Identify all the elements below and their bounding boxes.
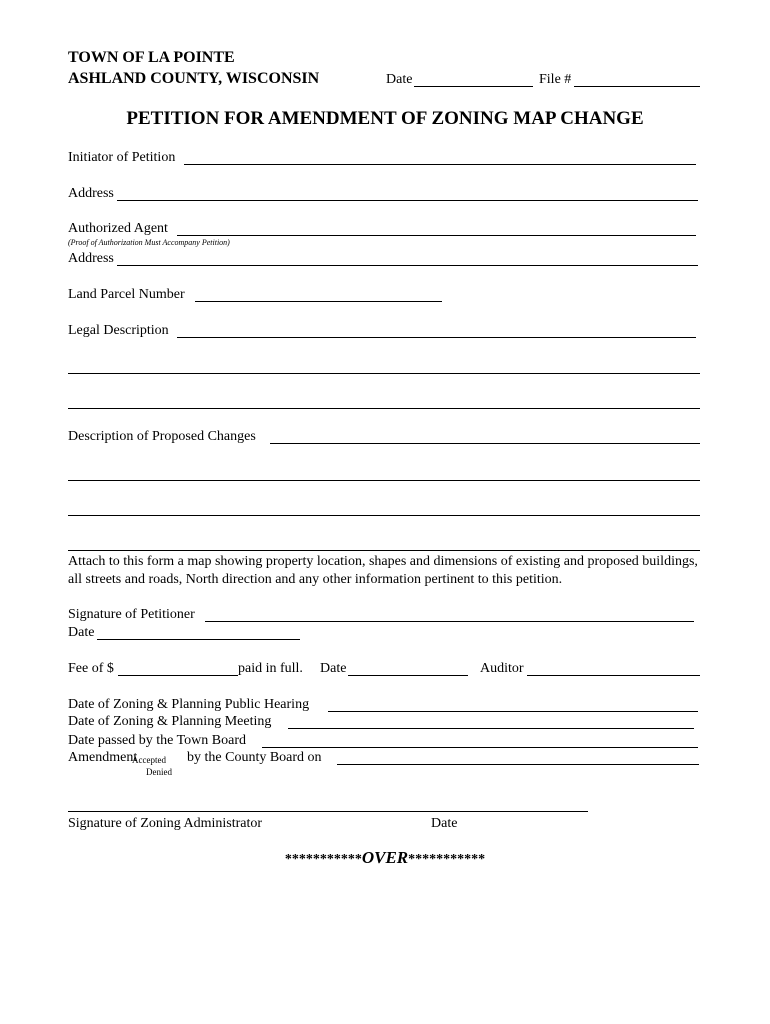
- admin-signature-label: Signature of Zoning Administrator: [68, 816, 263, 831]
- address-field[interactable]: [117, 200, 698, 201]
- county-board-field[interactable]: [337, 764, 699, 765]
- fee-label: Fee of $: [68, 661, 114, 676]
- auditor-label: Auditor: [480, 661, 524, 676]
- paid-label: paid in full.: [238, 661, 303, 676]
- meeting-label: Date of Zoning & Planning Meeting: [68, 714, 272, 729]
- hearing-label: Date of Zoning & Planning Public Hearing: [68, 697, 310, 712]
- county-board-label: by the County Board on: [187, 750, 322, 765]
- parcel-field[interactable]: [195, 301, 442, 302]
- county-name: ASHLAND COUNTY, WISCONSIN: [68, 70, 320, 87]
- proposed-label: Description of Proposed Changes: [68, 429, 256, 444]
- agent-label: Authorized Agent: [68, 221, 168, 236]
- proposed-field-line-4[interactable]: [68, 550, 700, 551]
- header-date-label: Date: [386, 72, 413, 87]
- town-name: TOWN OF LA POINTE: [68, 49, 235, 66]
- legal-field-line-3[interactable]: [68, 408, 700, 409]
- fee-field[interactable]: [118, 675, 238, 676]
- agent-note: (Proof of Authorization Must Accompany Petition): [68, 238, 230, 247]
- amendment-label: Amendment: [68, 750, 138, 765]
- admin-signature-field[interactable]: [68, 811, 588, 812]
- hearing-field[interactable]: [328, 711, 698, 712]
- denied-option[interactable]: Denied: [146, 767, 172, 777]
- proposed-field[interactable]: [270, 443, 700, 444]
- parcel-label: Land Parcel Number: [68, 287, 185, 302]
- auditor-field[interactable]: [527, 675, 700, 676]
- address-label: Address: [68, 186, 114, 201]
- attach-instructions: Attach to this form a map showing property location, shapes and dimensions of existing and proposed buildings, all streets and roads, North direction and any other information pertinent to this petition.: [68, 554, 698, 587]
- over-stars-left: ***********: [284, 852, 362, 867]
- initiator-field[interactable]: [184, 164, 696, 165]
- header-file-label: File #: [539, 72, 572, 87]
- page-title: PETITION FOR AMENDMENT OF ZONING MAP CHANGE: [126, 108, 644, 129]
- agent-field[interactable]: [177, 235, 696, 236]
- initiator-label: Initiator of Petition: [68, 150, 176, 165]
- town-board-label: Date passed by the Town Board: [68, 733, 247, 748]
- header-date-field[interactable]: [414, 86, 533, 87]
- agent-address-field[interactable]: [117, 265, 698, 266]
- petitioner-signature-label: Signature of Petitioner: [68, 607, 195, 622]
- fee-date-label: Date: [320, 661, 347, 676]
- accepted-option[interactable]: Accepted: [132, 755, 166, 765]
- legal-label: Legal Description: [68, 323, 169, 338]
- petitioner-signature-field[interactable]: [205, 621, 694, 622]
- over-indicator: [0, 848, 770, 868]
- proposed-field-line-3[interactable]: [68, 515, 700, 516]
- petitioner-date-field[interactable]: [97, 639, 300, 640]
- header-file-field[interactable]: [574, 86, 700, 87]
- proposed-field-line-2[interactable]: [68, 480, 700, 481]
- admin-date-label: Date: [431, 816, 458, 831]
- fee-date-field[interactable]: [348, 675, 468, 676]
- agent-address-label: Address: [68, 251, 114, 266]
- over-word: OVER: [361, 848, 409, 867]
- meeting-field[interactable]: [288, 728, 694, 729]
- legal-field-line-2[interactable]: [68, 373, 700, 374]
- petitioner-date-label: Date: [68, 625, 95, 640]
- town-board-field[interactable]: [262, 747, 698, 748]
- legal-field[interactable]: [177, 337, 696, 338]
- over-stars-right: ***********: [408, 852, 486, 867]
